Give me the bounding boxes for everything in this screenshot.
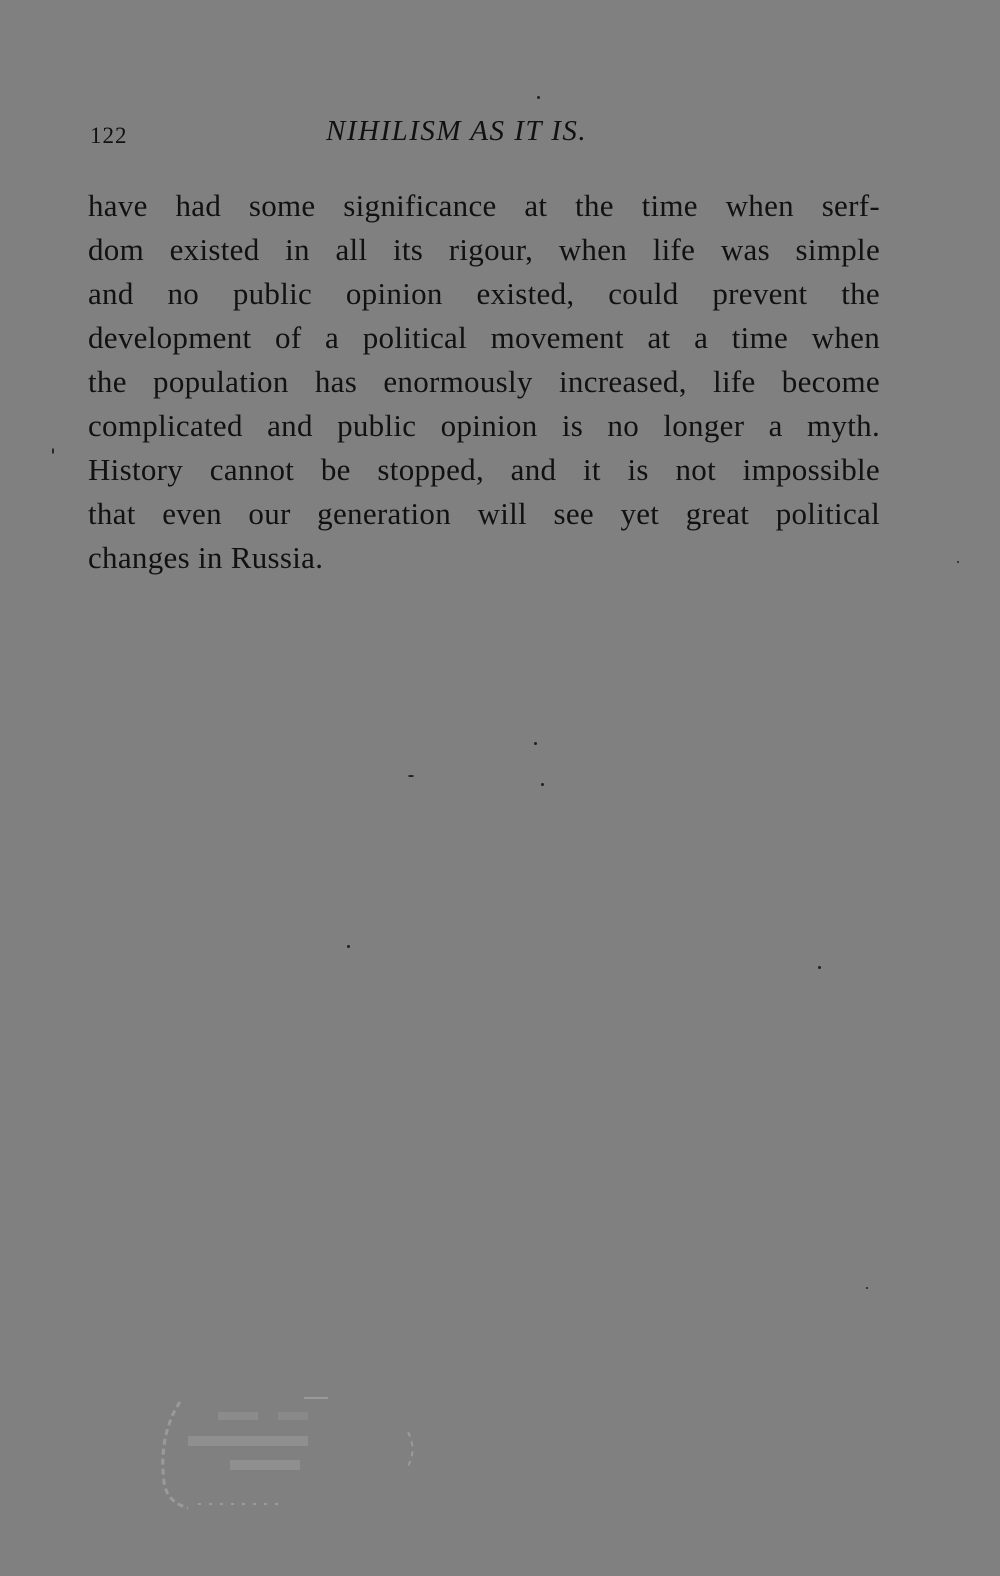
scan-speck	[408, 775, 414, 777]
text-line: that even our generation will see yet great political	[88, 496, 880, 531]
body-paragraph	[88, 184, 880, 580]
text-line: have had some significance at the time when serf-	[88, 188, 880, 223]
text-line: complicated and public opinion is no longer a myth.	[88, 408, 880, 443]
scan-speck	[52, 448, 54, 454]
scan-speck	[534, 742, 537, 745]
scan-speck	[537, 96, 540, 99]
text-line: History cannot be stopped, and it is not impossible	[88, 452, 880, 487]
library-stamp-mark	[158, 1392, 420, 1512]
scan-speck	[818, 966, 821, 969]
text-line: development of a political movement at a time when	[88, 320, 880, 355]
text-line: and no public opinion existed, could prevent the	[88, 276, 880, 311]
scan-speck	[541, 783, 544, 786]
scan-speck	[866, 1287, 868, 1289]
text-line: dom existed in all its rigour, when life was simple	[88, 232, 880, 267]
scan-speck	[347, 945, 350, 948]
text-line: changes in Russia.	[88, 540, 324, 575]
running-title: NIHILISM AS IT IS.	[326, 115, 588, 147]
scan-speck	[957, 561, 959, 563]
page-number: 122	[90, 123, 128, 148]
text-line: the population has enormously increased, life become	[88, 364, 880, 399]
